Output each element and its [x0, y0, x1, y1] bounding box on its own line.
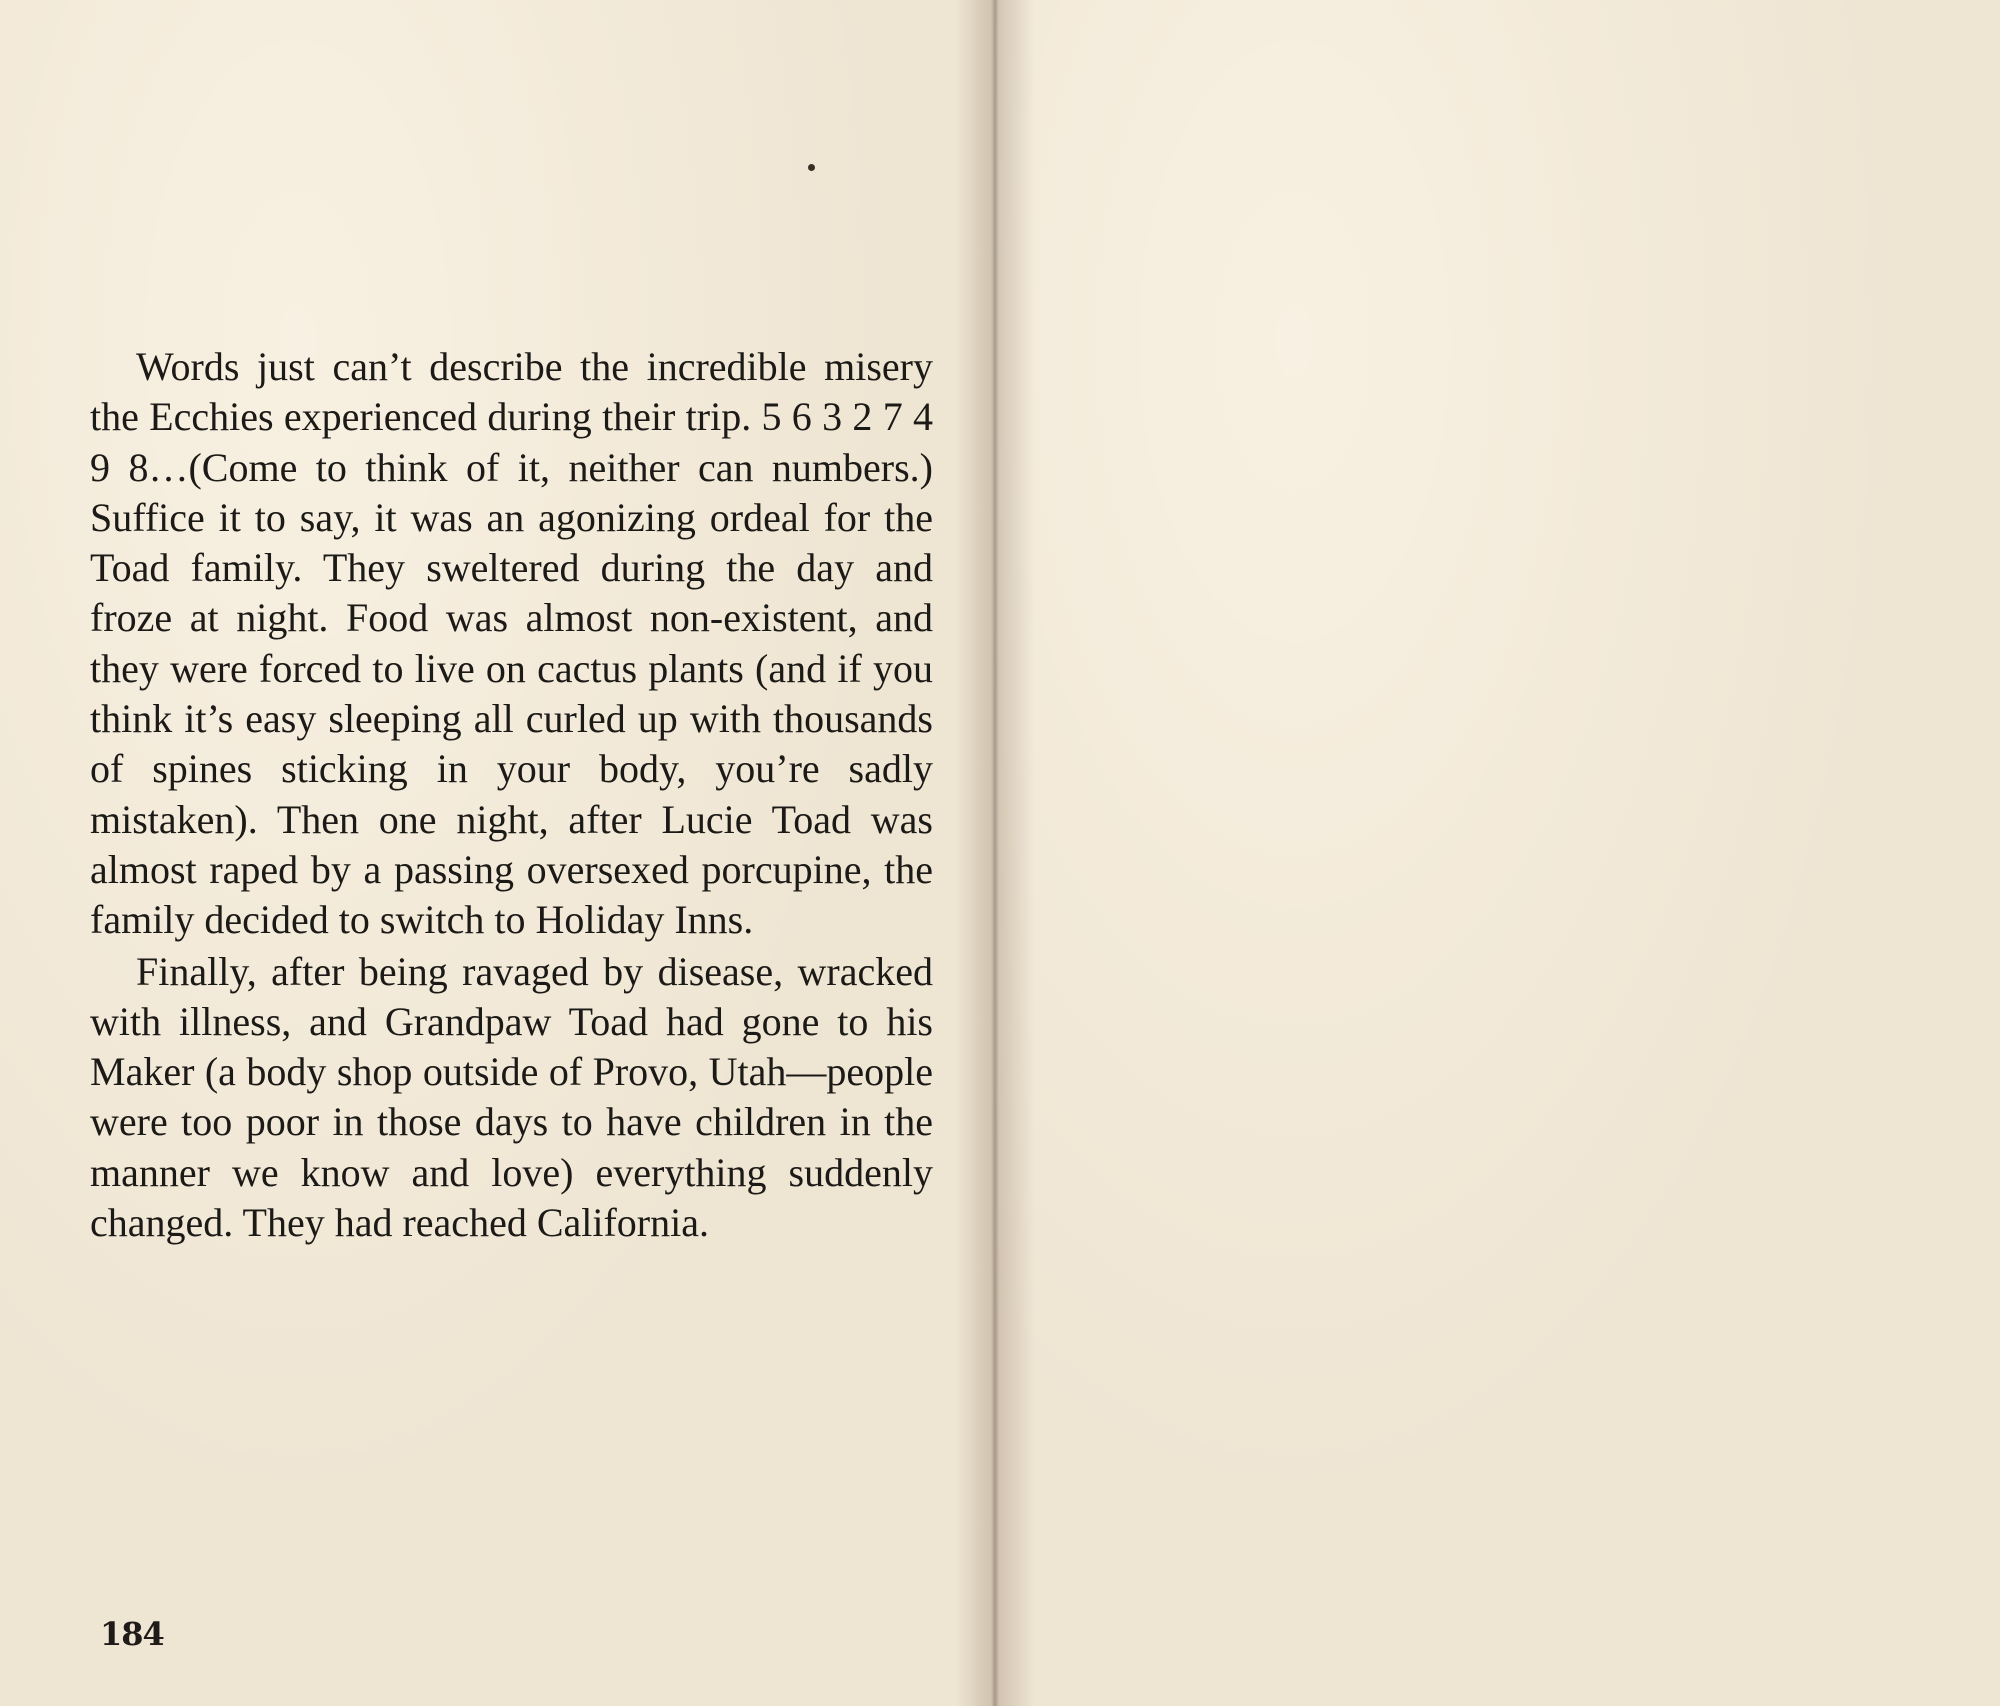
left-page	[0, 0, 992, 1706]
right-page	[992, 0, 2000, 1706]
paragraph-2: Finally, after being ravaged by disease, wracked with illness, and Grandpaw Toad had gone to his Maker (a body shop outside of Provo, Utah—people were too poor in those days to have children in the manner we know and love) everything suddenly changed. They had reached California.	[90, 948, 933, 1246]
page-number: 184	[100, 1615, 164, 1653]
paragraph-1: Words just can’t describe the incredible misery the Ecchies experienced during their trip. 5 6 3 2 7 4 9 8…(Come to think of it, neither can numbers.) Suffice it to say, it was an agonizing ordeal for the Toad family. They sweltered during the day and froze at night. Food was almost non-existent, and they were forced to live on cactus plants (and if you think it’s easy sleeping all curled up with thousands of spines sticking in your body, you’re sadly mistaken). Then one night, after Lucie Toad was almost raped by a passing oversexed porcupine, the family decided to switch to Holiday Inns.	[90, 344, 933, 943]
body-text	[90, 342, 933, 1249]
ink-speck	[808, 164, 815, 171]
book-gutter	[955, 0, 1035, 1706]
